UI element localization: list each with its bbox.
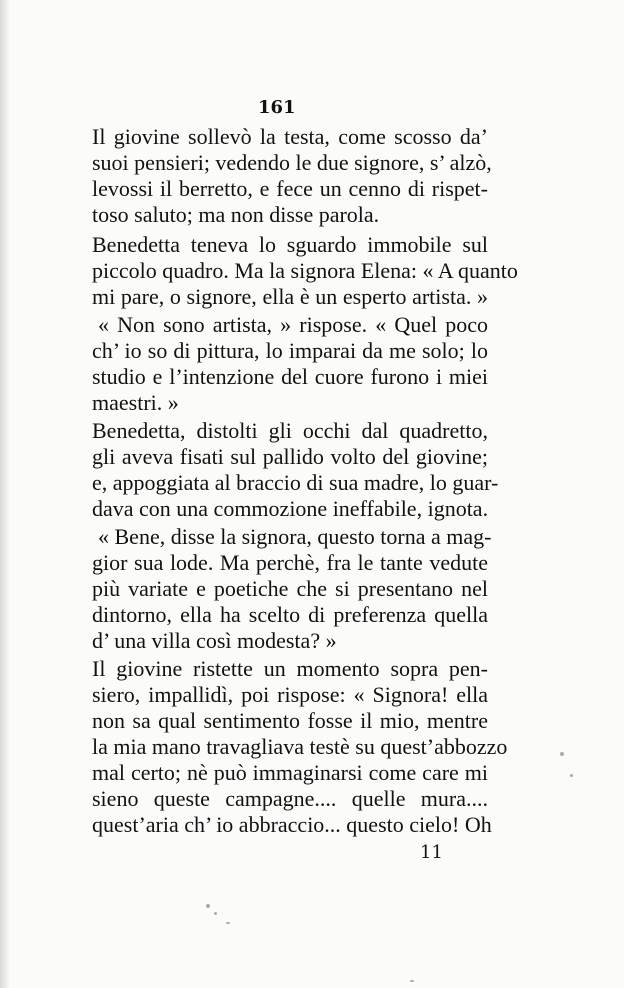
text-line: piccolo quadro. Ma la signora Elena: « A quanto	[92, 258, 518, 283]
text-line: gli aveva fisati sul pallido volto del giovine;	[92, 444, 488, 469]
text-line: « Non sono artista, » rispose. « Quel poco	[98, 312, 488, 337]
signature-mark: 11	[420, 842, 443, 863]
text-line: studio e l’intenzione del cuore furono i miei	[92, 364, 488, 389]
text-line: Benedetta, distolti gli occhi dal quadretto,	[92, 418, 488, 443]
paper-speck	[214, 912, 217, 915]
text-line: Il giovine sollevò la testa, come scosso da’	[92, 124, 488, 149]
text-line: mi pare, o signore, ella è un esperto artista. »	[92, 284, 488, 309]
text-line: suoi pensieri; vedendo le due signore, s’ alzò,	[92, 150, 492, 175]
text-line: e, appoggiata al braccio di sua madre, lo guar-	[92, 470, 499, 495]
text-line: Benedetta teneva lo sguardo immobile sul	[92, 232, 488, 257]
text-line: levossi il berretto, e fece un cenno di rispet-	[92, 176, 488, 201]
text-line: d’ una villa così modesta? »	[92, 628, 337, 653]
text-line: sieno queste campagne.... quelle mura....	[92, 786, 488, 811]
page-edge-shadow	[0, 0, 10, 988]
text-line: la mia mano travagliava testè su quest’abbozzo	[92, 734, 508, 759]
text-line: toso saluto; ma non disse parola.	[92, 202, 380, 227]
text-line: più variate e poetiche che si presentano nel	[92, 576, 488, 601]
text-line: ch’ io so di pittura, lo imparai da me solo; lo	[92, 338, 488, 363]
text-line: Il giovine ristette un momento sopra pen-	[92, 656, 488, 681]
paper-speck	[570, 774, 573, 777]
text-line: non sa qual sentimento fosse il mio, mentre	[92, 708, 488, 733]
page-number: 161	[258, 97, 296, 118]
text-line: dava con una commozione ineffabile, ignota.	[92, 496, 489, 521]
paper-speck	[560, 752, 564, 756]
text-line: siero, impallidì, poi rispose: « Signora! ella	[92, 682, 488, 707]
text-line: maestri. »	[92, 390, 179, 415]
text-line: « Bene, disse la signora, questo torna a mag-	[98, 524, 492, 549]
paper-speck	[226, 922, 230, 924]
text-line: gior sua lode. Ma perchè, fra le tante vedute	[92, 550, 488, 575]
text-line: mal certo; nè può immaginarsi come care mi	[92, 760, 488, 785]
text-line: quest’aria ch’ io abbraccio... questo cielo! Oh	[92, 812, 492, 837]
paper-speck	[206, 904, 210, 908]
paper-speck	[410, 980, 414, 982]
text-line: dintorno, ella ha scelto di preferenza quella	[92, 602, 488, 627]
